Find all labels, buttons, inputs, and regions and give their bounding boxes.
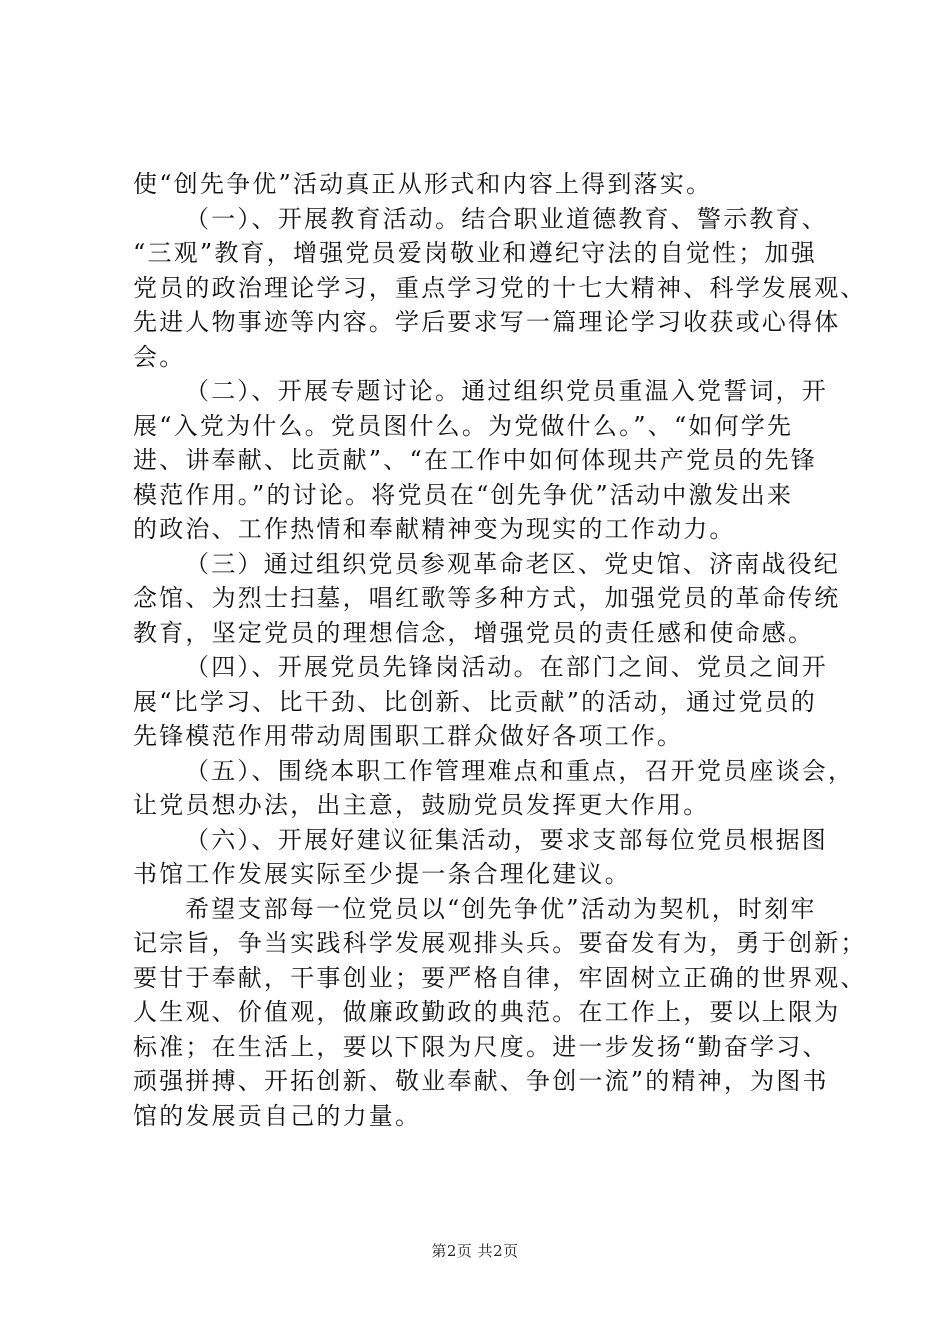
paragraph [133, 823, 833, 892]
text-line: 记宗旨，争当实践科学发展观排头兵。要奋发有为，勇于创新； [133, 929, 867, 957]
paragraph [133, 547, 841, 651]
text-line: “三观”教育，增强党员爱岗敬业和遵纪守法的自觉性；加强 [133, 239, 817, 267]
text-line: （一）、开展教育活动。结合职业道德教育、警示教育、 [185, 204, 828, 233]
text-line: 人生观、价值观，做廉政勤政的典范。在工作上，要以上限为 [133, 998, 841, 1026]
paragraph [133, 754, 855, 823]
text-line: 展“入党为什么。党员图什么。为党做什么。”、“如何学先 [133, 411, 794, 440]
text-line: 进、讲奉献、比贡献”、“在工作中如何体现共产党员的先锋 [133, 446, 817, 474]
text-line: 党员的政治理论学习，重点学习党的十七大精神、科学发展观、 [133, 273, 867, 302]
paragraph [133, 202, 867, 375]
paragraph [133, 892, 867, 1134]
text-line: （四）、开展党员先锋岗活动。在部门之间、党员之间开 [185, 653, 828, 681]
text-line: 会。 [133, 342, 186, 371]
text-line: 使“创先争优”活动真正从形式和内容上得到落实。 [133, 170, 713, 198]
text-line: 馆的发展贡自己的力量。 [133, 1101, 422, 1130]
text-line: 标准；在生活上，要以下限为尺度。进一步发扬“勤奋学习、 [133, 1032, 829, 1061]
text-line: 先锋模范作用带动周围职工群众做好各项工作。 [133, 722, 684, 750]
text-line: 书馆工作发展实际至少提一条合理化建议。 [133, 860, 631, 888]
page-number-footer: 第2页 共2页 [431, 1242, 519, 1260]
text-line: （六）、开展好建议征集活动，要求支部每位党员根据图 [185, 825, 828, 854]
text-line: 要甘于奉献，干事创业；要严格自律，牢固树立正确的世界观、 [133, 963, 867, 992]
text-line: 展“比学习、比干劲、比创新、比贡献”的活动，通过党员的 [133, 687, 817, 716]
text-line: 顽强拼搏、开拓创新、敬业奉献、争创一流”的精神，为图书 [133, 1067, 829, 1095]
text-line: 希望支部每一位党员以“创先争优”活动为契机，时刻牢 [185, 894, 817, 923]
text-line: （二）、开展专题讨论。通过组织党员重温入党誓词，开 [185, 377, 828, 405]
text-line: 的政治、工作热情和奉献精神变为现实的工作动力。 [133, 515, 736, 543]
document-body [133, 167, 867, 1133]
text-line: 教育，坚定党员的理想信念，增强党员的责任感和使命感。 [133, 618, 815, 647]
text-line: 模范作用。”的讨论。将党员在“创先争优”活动中激发出来 [133, 480, 794, 509]
paragraph [133, 374, 833, 547]
text-line: 让党员想办法，出主意，鼓励党员发挥更大作用。 [133, 791, 710, 819]
text-line: （三）通过组织党员参观革命老区、党史馆、济南战役纪 [185, 549, 840, 578]
paragraph [133, 650, 833, 754]
text-line: 先进人物事迹等内容。学后要求写一篇理论学习收获或心得体 [133, 308, 841, 336]
text-line: （五）、围绕本职工作管理难点和重点，召开党员座谈会， [185, 756, 855, 785]
text-line: 念馆、为烈士扫墓，唱红歌等多种方式，加强党员的革命传统 [133, 584, 841, 612]
paragraph [133, 167, 833, 202]
